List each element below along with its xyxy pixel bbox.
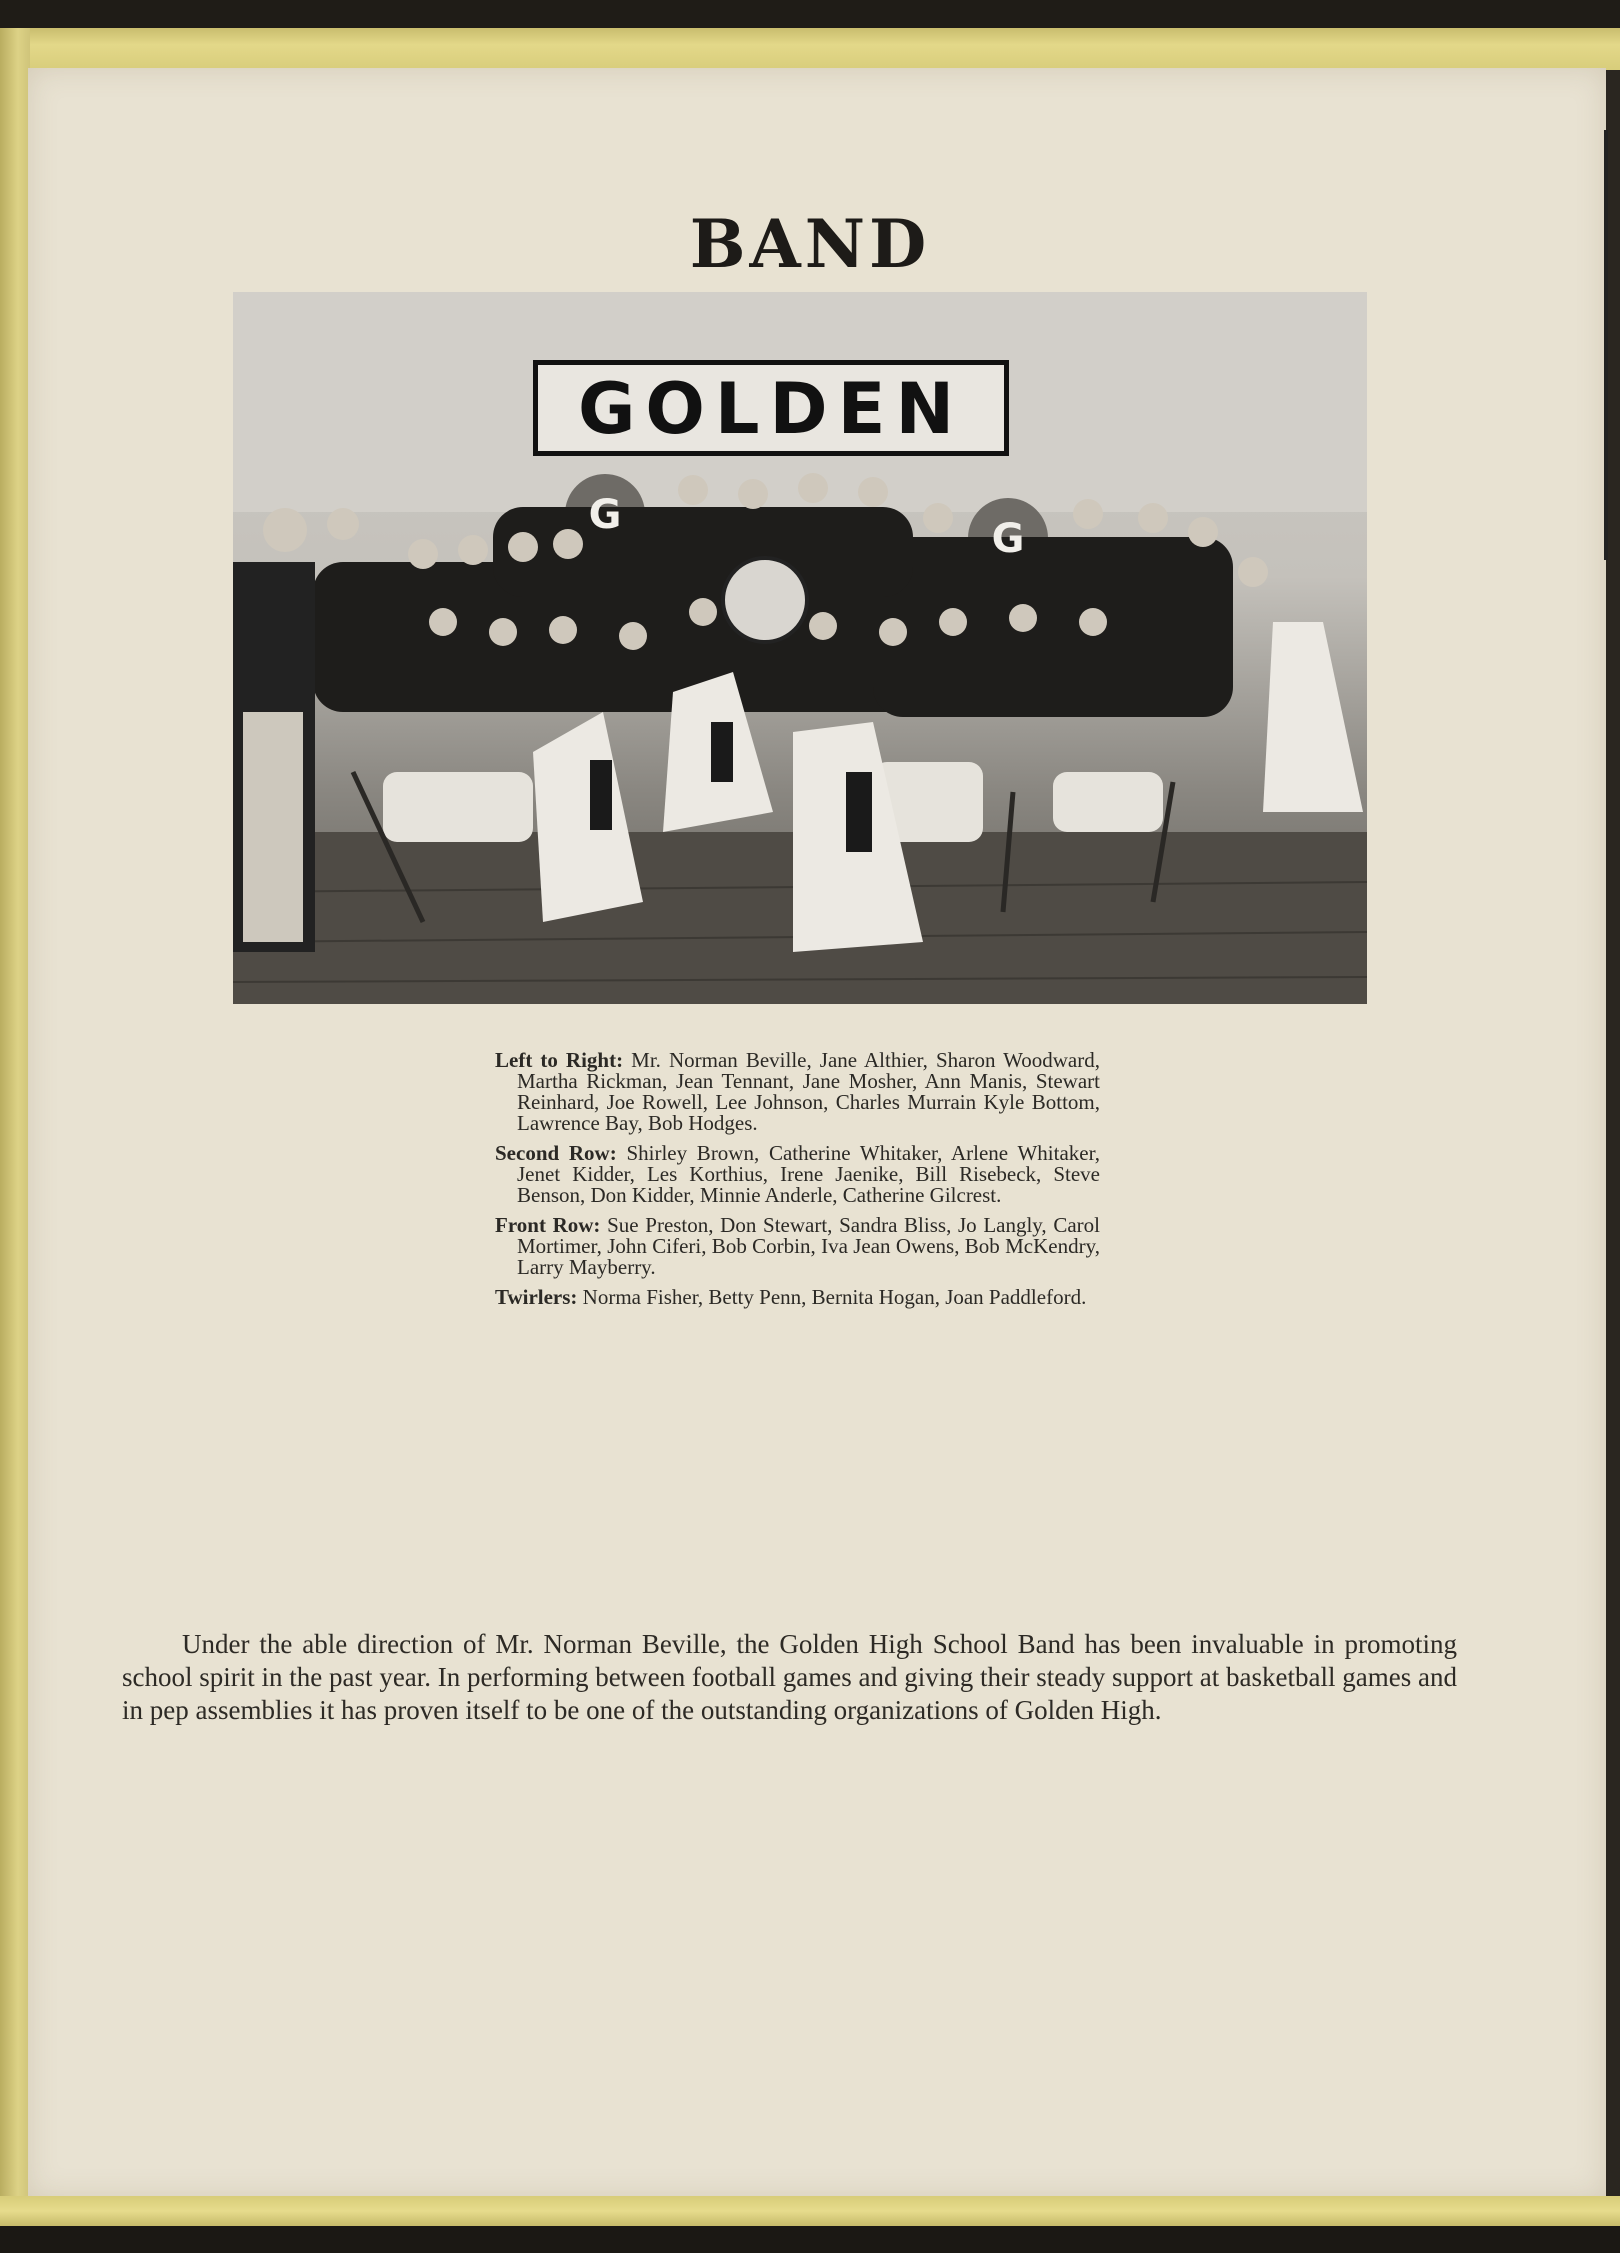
caption-label: Front Row: xyxy=(495,1213,601,1237)
golden-banner-sign: GOLDEN xyxy=(533,360,1009,456)
caption-names: Sue Preston, Don Stewart, Sandra Bliss, Jo Langly, Carol Mortimer, John Ciferi, Bob Corbin, Iva Jean Owens, Bob McKendry, Larry Mayberry. xyxy=(517,1213,1101,1279)
caption-label: Left to Right: xyxy=(495,1048,624,1072)
band-group-photo xyxy=(233,292,1367,1004)
drum-letter-2: G xyxy=(991,516,1025,562)
page-edge-rule xyxy=(1604,130,1608,560)
drum-letter-1: G xyxy=(588,492,622,538)
gilded-page-edge-bottom xyxy=(0,2196,1620,2226)
caption-label: Second Row: xyxy=(495,1141,617,1165)
caption-names: Shirley Brown, Catherine Whitaker, Arlene Whitaker, Jenet Kidder, Les Korthius, Irene Jaenike, Bill Risebeck, Steve Benson, Don Kidder, Minnie Anderle, Catherine Gilcrest. xyxy=(517,1141,1100,1207)
caption-row-front-row xyxy=(495,1215,1100,1278)
gilded-page-edge-left xyxy=(0,28,30,2226)
book-binding-top xyxy=(0,0,1620,30)
gilded-page-edge-top xyxy=(0,28,1620,70)
caption-names: Norma Fisher, Betty Penn, Bernita Hogan, Joan Paddleford. xyxy=(582,1285,1087,1309)
book-binding-bottom xyxy=(0,2226,1620,2253)
caption-row-second-row xyxy=(495,1143,1100,1206)
band-description-paragraph: Under the able direction of Mr. Norman Beville, the Golden High School Band has been invaluable in promoting school spirit in the past year. In performing between football games and giving their steady support at basketball games and in pep assemblies it has proven itself to be one of the outstanding organizations of Golden High. xyxy=(122,1629,1457,1725)
caption-row-twirlers xyxy=(495,1287,1100,1308)
caption-row-left-to-right xyxy=(495,1050,1100,1134)
photo-caption xyxy=(495,1050,1100,1317)
caption-names: Mr. Norman Beville, Jane Althier, Sharon Woodward, Martha Rickman, Jean Tennant, Jane Mosher, Ann Manis, Stewart Reinhard, Joe Rowell, Lee Johnson, Charles Murrain Kyle Bottom, Lawrence Bay, Bob Hodges. xyxy=(517,1048,1100,1135)
caption-label: Twirlers: xyxy=(495,1285,578,1309)
page-title: BAND xyxy=(689,205,931,283)
